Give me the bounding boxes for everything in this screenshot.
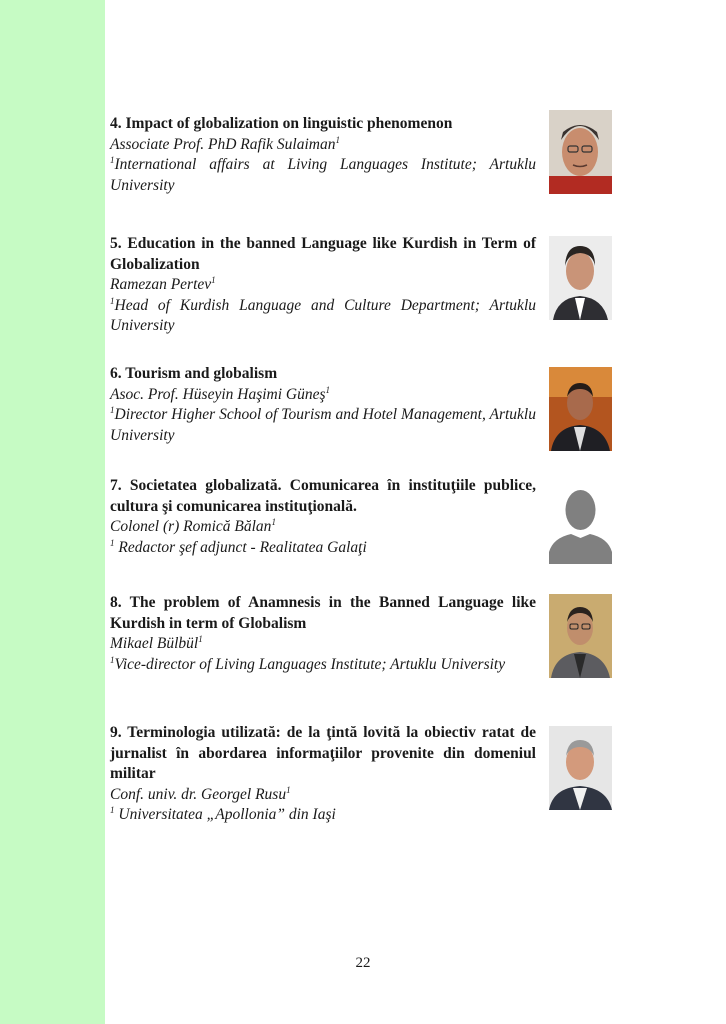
affiliation-text: Head of Kurdish Language and Culture Department; Artuklu University <box>110 296 536 334</box>
author-photo-gunes <box>549 367 612 451</box>
affiliation-text: Universitatea „Apollonia” din Iaşi <box>114 806 336 823</box>
entry-4 <box>110 114 536 196</box>
footnote-mark: 1 <box>325 384 331 395</box>
page-number-text: 22 <box>355 955 371 971</box>
author-name: Ramezan Pertev <box>110 276 212 293</box>
entry-6 <box>110 364 536 446</box>
footnote-mark: 1 <box>110 404 115 415</box>
author-name: Asoc. Prof. Hüseyin Haşimi Güneş <box>110 385 326 403</box>
entry-author <box>110 385 536 406</box>
entry-author <box>110 517 536 538</box>
entry-title: 6. Tourism and globalism <box>110 365 278 382</box>
author-name: Conf. univ. dr. Georgel Rusu <box>110 785 287 803</box>
affiliation-text: Director Higher School of Tourism and Hotel Management, Artuklu University <box>110 406 536 444</box>
author-name: Mikael Bülbül <box>110 635 199 652</box>
entry-affiliation <box>110 405 536 446</box>
author-photo-sulaiman <box>549 110 612 194</box>
entry-author <box>110 135 536 156</box>
entry-title: 9. Terminologia utilizată: de la ţintă lovită la obiectiv ratat de jurnalist în abordarea informaţiilor provenite din domeniul militar <box>110 724 536 782</box>
entry-title: 7. Societatea globalizată. Comunicarea în instituţiile publice, cultura şi comunicarea instituţională. <box>110 477 536 515</box>
footnote-mark: 1 <box>110 654 115 665</box>
entry-affiliation <box>110 805 536 826</box>
entry-8 <box>110 593 536 675</box>
avatar-placeholder-icon <box>549 480 612 564</box>
entry-affiliation <box>110 538 536 559</box>
entry-author <box>110 785 536 806</box>
footnote-mark: 1 <box>110 537 115 548</box>
footnote-mark: 1 <box>211 274 216 285</box>
entry-title: 4. Impact of globalization on linguistic phenomenon <box>110 115 453 132</box>
green-margin-band <box>0 0 105 1024</box>
affiliation-text: Vice-director of Living Languages Institute; Artuklu University <box>114 655 506 673</box>
author-photo-pertev <box>549 236 612 320</box>
footnote-mark: 1 <box>198 633 203 644</box>
entry-title: 8. The problem of Anamnesis in the Banned Language like Kurdish in term of Globalism <box>110 594 536 632</box>
entry-author <box>110 275 536 296</box>
affiliation-text: Redactor şef adjunct - Realitatea Galaţi <box>114 538 367 556</box>
author-photo-bulbul <box>549 594 612 678</box>
footnote-mark: 1 <box>286 784 291 795</box>
entry-title: 5. Education in the banned Language like Kurdish in Term of Globalization <box>110 235 536 273</box>
entry-author <box>110 634 536 655</box>
author-name: Colonel (r) Romică Bălan <box>110 518 272 535</box>
entry-affiliation <box>110 155 536 196</box>
footnote-mark: 1 <box>110 295 115 306</box>
entry-5 <box>110 234 536 337</box>
author-photo-rusu <box>549 726 612 810</box>
footnote-mark: 1 <box>335 134 340 145</box>
entry-7 <box>110 476 536 558</box>
footnote-mark: 1 <box>110 804 115 815</box>
author-name: Associate Prof. PhD Rafik Sulaiman <box>110 135 336 153</box>
affiliation-text: International affairs at Living Languages Institute; Artuklu University <box>110 156 536 194</box>
entry-9 <box>110 723 536 826</box>
footnote-mark: 1 <box>271 516 276 527</box>
entry-affiliation <box>110 296 536 337</box>
page-number <box>0 955 726 972</box>
entry-affiliation <box>110 655 536 676</box>
footnote-mark: 1 <box>110 154 115 165</box>
